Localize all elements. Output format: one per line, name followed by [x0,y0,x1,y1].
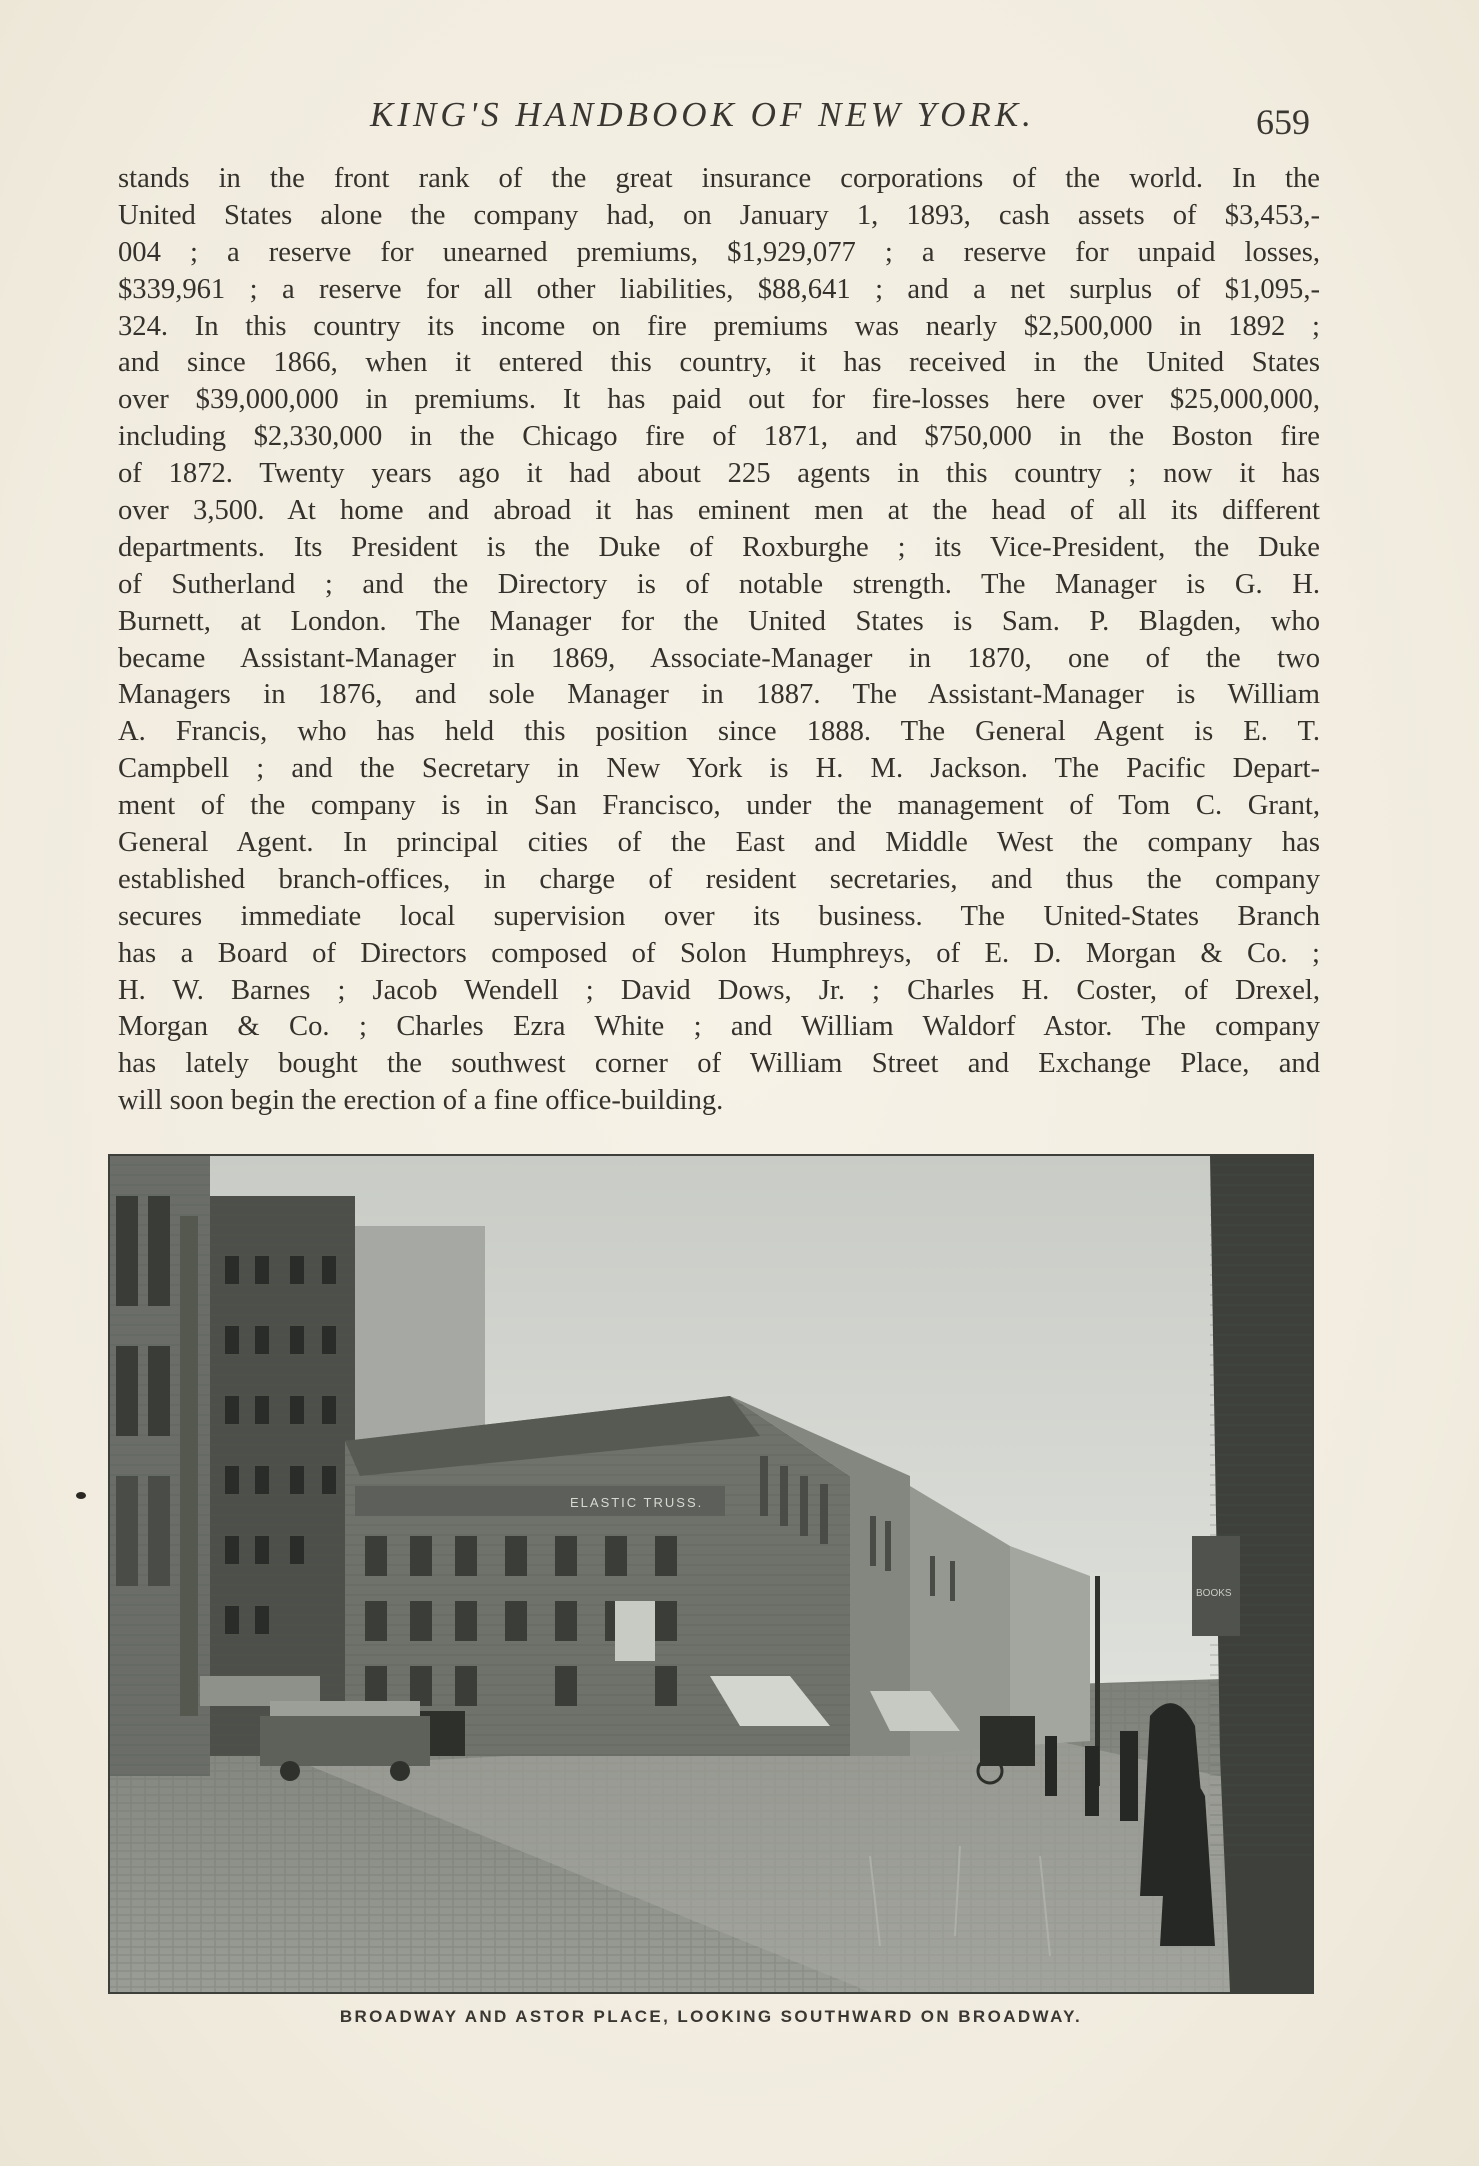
text-line: 324. In this country its income on fire premiums was nearly $2,500,000 in 1892 ; [118,310,1320,342]
text-line: became Assistant-Manager in 1869, Associate-Manager in 1870, one of the two [118,642,1320,674]
text-line: ment of the company is in San Francisco, under the management of Tom C. Grant, [118,790,1320,822]
street-photograph [108,1154,1314,1994]
text-line: Managers in 1876, and sole Manager in 1887. The Assistant-Manager is William [118,679,1320,711]
text-line: and since 1866, when it entered this country, it has received in the United States [118,347,1320,379]
text-line: Campbell ; and the Secretary in New York is H. M. Jackson. The Pacific Depart- [118,753,1320,785]
text-line: A. Francis, who has held this position since 1888. The General Agent is E. T. [118,716,1320,748]
text-line: secures immediate local supervision over its business. The United-States Branch [118,900,1320,932]
text-line: $339,961 ; a reserve for all other liabilities, $88,641 ; and a net surplus of $1,095,- [118,273,1320,305]
text-line: including $2,330,000 in the Chicago fire of 1871, and $750,000 in the Boston fire [118,421,1320,453]
page-number: 659 [1256,102,1310,142]
margin-mark [76,1492,86,1499]
text-line: of 1872. Twenty years ago it had about 225 agents in this country ; now it has [118,458,1320,490]
text-line: of Sutherland ; and the Directory is of notable strength. The Manager is G. H. [118,568,1320,600]
text-line: over $39,000,000 in premiums. It has paid out for fire-losses here over $25,000,000, [118,384,1320,416]
running-title: KING'S HANDBOOK OF NEW YORK. [370,95,1035,134]
building-sign: ELASTIC TRUSS. [570,1495,704,1510]
photograph-illustration [110,1156,1312,1992]
text-line: General Agent. In principal cities of the East and Middle West the company has [118,827,1320,859]
text-line: stands in the front rank of the great insurance corporations of the world. In the [118,163,1320,194]
text-line: Burnett, at London. The Manager for the United States is Sam. P. Blagden, who [118,605,1320,637]
text-line: departments. Its President is the Duke of Roxburghe ; its Vice-President, the Duke [118,531,1320,563]
text-line: 004 ; a reserve for unearned premiums, $1,929,077 ; a reserve for unpaid losses, [118,236,1320,268]
text-line: established branch-offices, in charge of resident secretaries, and thus the company [118,863,1320,895]
running-head [0,95,1479,145]
text-line: will soon begin the erection of a fine office-building. [118,1085,724,1117]
figure-caption: BROADWAY AND ASTOR PLACE, LOOKING SOUTHWARD ON BROADWAY. [339,2007,1083,2026]
text-line: over 3,500. At home and abroad it has eminent men at the head of all its different [118,495,1320,527]
text-line: United States alone the company had, on January 1, 1893, cash assets of $3,453,- [118,199,1320,231]
body-paragraph [118,161,1320,1120]
bookstore-sign: BOOKS [1196,1588,1232,1599]
text-line: Morgan & Co. ; Charles Ezra White ; and William Waldorf Astor. The company [118,1011,1320,1043]
text-line: has a Board of Directors composed of Solon Humphreys, of E. D. Morgan & Co. ; [118,937,1320,969]
text-line: H. W. Barnes ; Jacob Wendell ; David Dows, Jr. ; Charles H. Coster, of Drexel, [118,974,1320,1006]
text-line: has lately bought the southwest corner of William Street and Exchange Place, and [118,1048,1320,1080]
